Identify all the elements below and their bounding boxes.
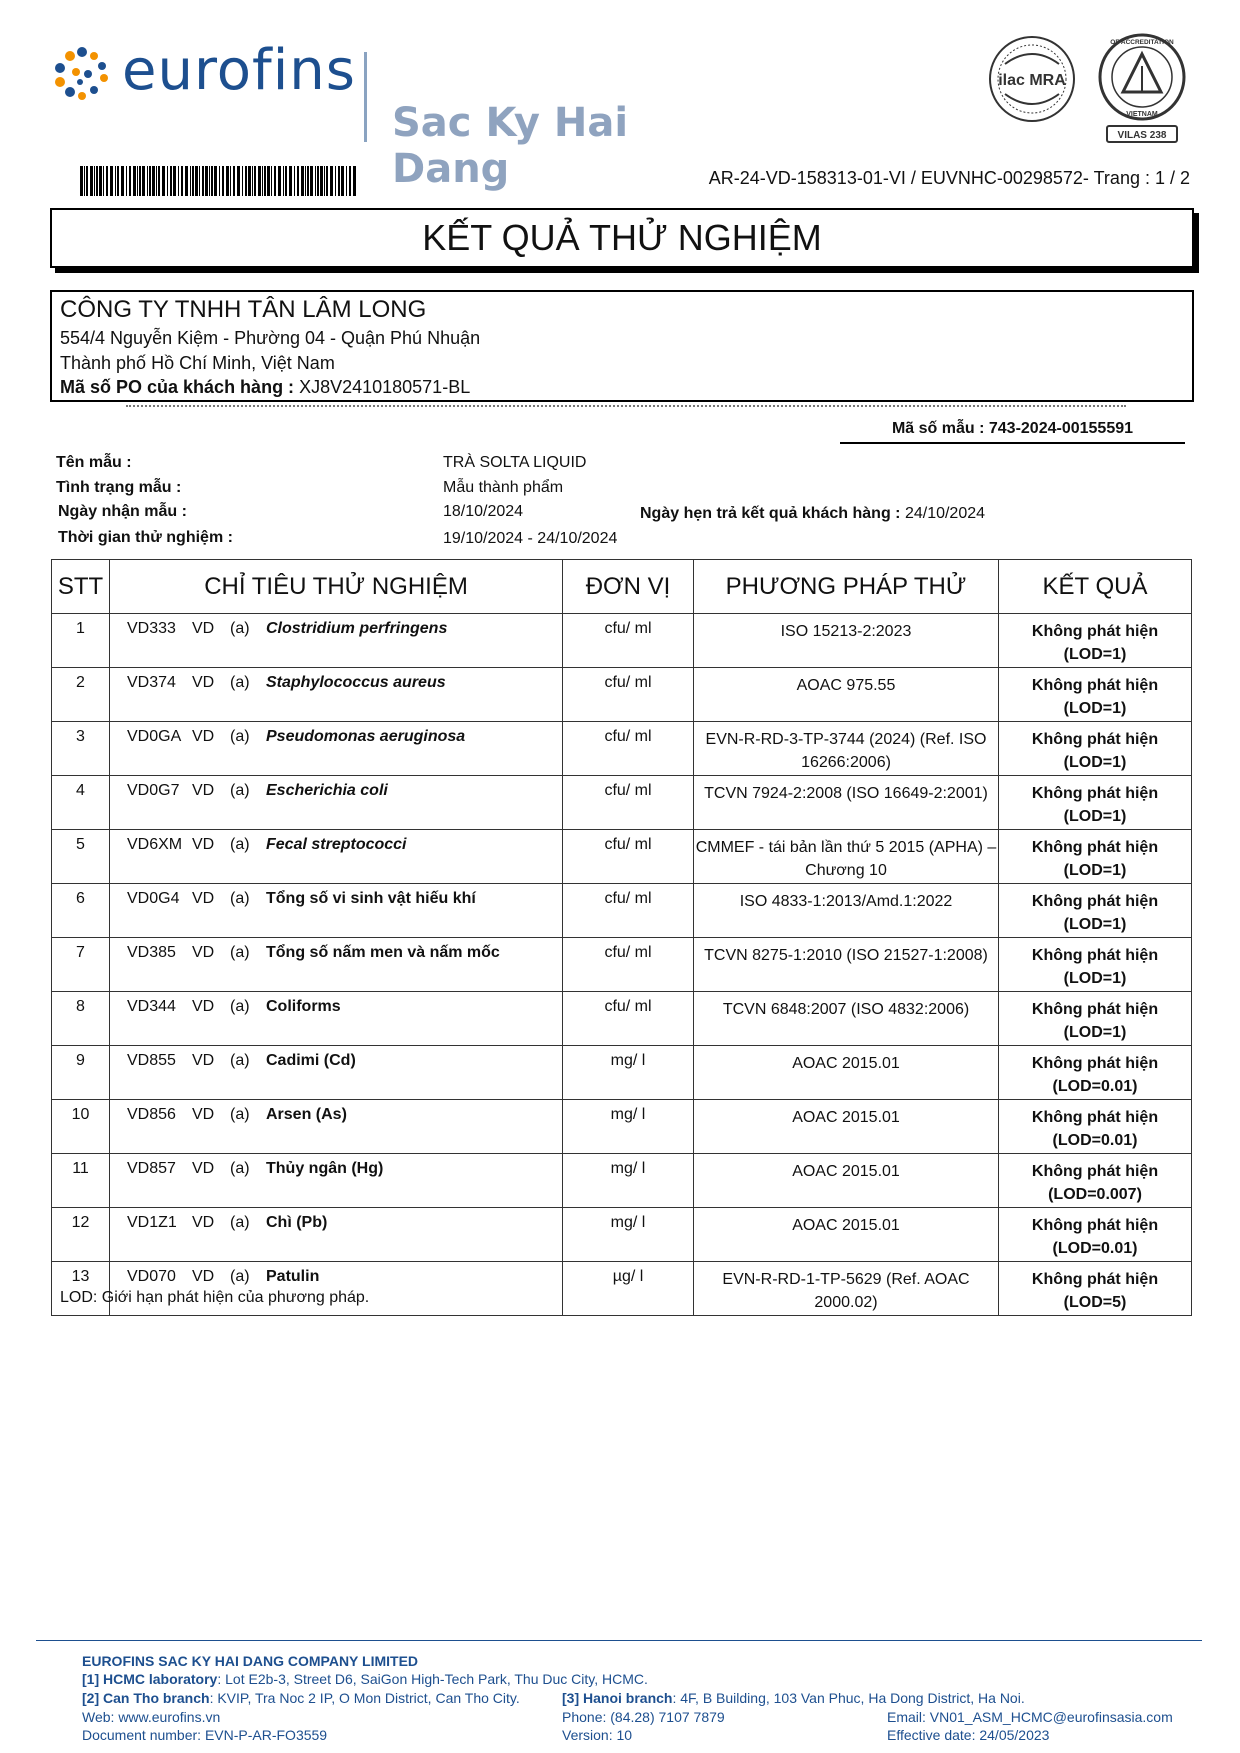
table-row (52, 1154, 1192, 1208)
po-label: Mã số PO của khách hàng : (60, 377, 295, 397)
cell-method: AOAC 2015.01 (694, 1208, 999, 1262)
test-lab: VD (192, 620, 215, 637)
sample-name-value: TRÀ SOLTA LIQUID (443, 454, 587, 471)
result-lod: (LOD=1) (1063, 808, 1127, 825)
result-lod: (LOD=1) (1063, 754, 1127, 771)
eurofins-dots-icon (52, 44, 112, 104)
test-lab: VD (192, 1160, 215, 1177)
test-accreditation: (a) (230, 1268, 250, 1285)
cell-result (999, 884, 1192, 938)
test-lab: VD (192, 1214, 215, 1231)
footer-hanoi-value: : 4F, B Building, 103 Van Phuc, Ha Dong District, Ha Noi. (672, 1690, 1025, 1706)
cell-result (999, 1262, 1192, 1316)
cell-result (999, 938, 1192, 992)
footer-hcmc-value: : Lot E2b-3, Street D6, SaiGon High-Tech Park, Thu Duc City, HCMC. (217, 1671, 648, 1687)
result-lod: (LOD=0.01) (1052, 1240, 1138, 1257)
test-lab: VD (192, 890, 215, 907)
cell-unit: cfu/ ml (563, 992, 694, 1046)
sample-status-value: Mẫu thành phẩm (443, 479, 564, 496)
cell-stt: 7 (52, 938, 110, 992)
cell-stt: 8 (52, 992, 110, 1046)
test-name: Staphylococcus aureus (266, 674, 446, 691)
test-name: Fecal streptococci (266, 836, 407, 853)
result-text: Không phát hiện (1031, 1217, 1159, 1234)
cell-method: AOAC 2015.01 (694, 1046, 999, 1100)
cell-test (110, 884, 563, 938)
result-lod: (LOD=1) (1063, 1024, 1127, 1041)
result-text: Không phát hiện (1031, 731, 1159, 748)
test-lab: VD (192, 1052, 215, 1069)
test-name: Pseudomonas aeruginosa (266, 728, 466, 745)
footer-web: Web: www.eurofins.vn (82, 1709, 221, 1725)
cell-result (999, 1046, 1192, 1100)
cell-unit: µg/ l (563, 1262, 694, 1316)
cell-unit: mg/ l (563, 1046, 694, 1100)
test-accreditation: (a) (230, 1052, 250, 1069)
result-text: Không phát hiện (1031, 947, 1159, 964)
svg-text:ilac MRA: ilac MRA (998, 72, 1066, 89)
result-lod: (LOD=1) (1063, 646, 1127, 663)
cell-test (110, 1154, 563, 1208)
cell-stt: 12 (52, 1208, 110, 1262)
cell-result (999, 614, 1192, 668)
test-name: Tổng số vi sinh vật hiếu khí (266, 890, 476, 907)
cell-result (999, 776, 1192, 830)
result-text: Không phát hiện (1031, 1163, 1159, 1180)
test-code: VD6XM (127, 836, 183, 853)
cell-unit: cfu/ ml (563, 830, 694, 884)
cell-result (999, 1208, 1192, 1262)
sample-code-label: Mã số mẫu : (891, 420, 985, 437)
cell-stt: 4 (52, 776, 110, 830)
cell-method: ISO 15213-2:2023 (694, 614, 999, 668)
cell-stt: 13 (52, 1262, 110, 1316)
cell-test (110, 1100, 563, 1154)
cell-unit: mg/ l (563, 1208, 694, 1262)
test-code: VD374 (127, 674, 176, 691)
cell-method: ISO 4833-1:2013/Amd.1:2022 (694, 884, 999, 938)
table-row (52, 722, 1192, 776)
test-accreditation: (a) (230, 1214, 250, 1231)
cell-method: TCVN 8275-1:2010 (ISO 21527-1:2008) (694, 938, 999, 992)
test-code: VD855 (127, 1052, 176, 1069)
cell-test (110, 1208, 563, 1262)
test-lab: VD (192, 998, 215, 1015)
cell-test (110, 992, 563, 1046)
page-title: KẾT QUẢ THỬ NGHIỆM (50, 208, 1194, 268)
cell-test (110, 1046, 563, 1100)
svg-text:VIETNAM: VIETNAM (1126, 111, 1158, 118)
cell-method: EVN-R-RD-3-TP-3744 (2024) (Ref. ISO 16266:2006) (694, 722, 999, 776)
result-lod: (LOD=1) (1063, 700, 1127, 717)
test-code: VD856 (127, 1106, 176, 1123)
cell-result (999, 1100, 1192, 1154)
test-lab: VD (192, 944, 215, 961)
test-name: Coliforms (266, 998, 341, 1015)
table-header-row (52, 560, 1192, 614)
cell-stt: 10 (52, 1100, 110, 1154)
result-text: Không phát hiện (1031, 839, 1159, 856)
test-accreditation: (a) (230, 836, 250, 853)
result-text: Không phát hiện (1031, 893, 1159, 910)
test-name: Patulin (266, 1268, 320, 1285)
footer-hanoi-label: [3] Hanoi branch (562, 1690, 673, 1706)
test-name: Clostridium perfringens (266, 620, 448, 637)
client-name: CÔNG TY TNHH TÂN LÂM LONG (60, 296, 427, 323)
test-accreditation: (a) (230, 782, 250, 799)
cell-result (999, 722, 1192, 776)
test-name: Chì (Pb) (266, 1214, 328, 1231)
cell-unit: mg/ l (563, 1154, 694, 1208)
cell-result (999, 992, 1192, 1046)
result-text: Không phát hiện (1031, 1001, 1159, 1018)
client-box (50, 290, 1194, 402)
test-period-value: 19/10/2024 - 24/10/2024 (443, 530, 618, 547)
test-lab: VD (192, 782, 215, 799)
test-accreditation: (a) (230, 890, 250, 907)
ilac-mra-seal-icon (985, 34, 1080, 124)
test-lab: VD (192, 836, 215, 853)
result-text: Không phát hiện (1031, 1055, 1159, 1072)
cell-unit: cfu/ ml (563, 776, 694, 830)
po-value: XJ8V2410180571-BL (294, 377, 471, 397)
test-name: Arsen (As) (266, 1106, 347, 1123)
footer-hcmc (82, 1670, 648, 1689)
table-row (52, 884, 1192, 938)
client-address-line2: Thành phố Hồ Chí Minh, Việt Nam (60, 353, 335, 373)
test-code: VD070 (127, 1268, 176, 1285)
footer-cantho-label: [2] Can Tho branch (82, 1690, 210, 1706)
divider (126, 405, 1126, 407)
result-text: Không phát hiện (1031, 1271, 1159, 1288)
table-row (52, 614, 1192, 668)
boa-vilas-seal-icon (1095, 32, 1190, 144)
cell-stt: 3 (52, 722, 110, 776)
header-unit: ĐƠN VỊ (563, 560, 694, 614)
cell-test (110, 668, 563, 722)
table-row (52, 668, 1192, 722)
sample-status-label: Tình trạng mẫu : (56, 479, 182, 496)
result-lod: (LOD=5) (1063, 1294, 1127, 1311)
footer-version: Version: 10 (562, 1727, 633, 1743)
test-name: Tổng số nấm men và nấm mốc (266, 944, 500, 961)
table-row (52, 938, 1192, 992)
cell-method: AOAC 2015.01 (694, 1154, 999, 1208)
test-accreditation: (a) (230, 944, 250, 961)
client-po (60, 377, 470, 398)
test-lab: VD (192, 1268, 215, 1285)
test-period-label: Thời gian thử nghiệm : (58, 529, 233, 546)
cell-unit: cfu/ ml (563, 722, 694, 776)
eurofins-logo (52, 38, 672, 192)
received-date-label: Ngày nhận mẫu : (58, 503, 187, 520)
footer-hanoi (562, 1689, 1025, 1708)
header-result: KẾT QUẢ (999, 560, 1192, 614)
test-accreditation: (a) (230, 728, 250, 745)
cell-unit: cfu/ ml (563, 938, 694, 992)
cell-unit: cfu/ ml (563, 614, 694, 668)
test-name: Escherichia coli (266, 782, 388, 799)
cell-result (999, 668, 1192, 722)
test-code: VD0G7 (127, 782, 180, 799)
cell-test (110, 776, 563, 830)
result-text: Không phát hiện (1031, 677, 1159, 694)
test-code: VD1Z1 (127, 1214, 177, 1231)
table-row (52, 830, 1192, 884)
svg-text:OF ACCREDITATION: OF ACCREDITATION (1110, 39, 1174, 46)
logo-divider (364, 52, 367, 142)
table-row (52, 1100, 1192, 1154)
cell-unit: cfu/ ml (563, 668, 694, 722)
table-row (52, 1046, 1192, 1100)
test-accreditation: (a) (230, 1160, 250, 1177)
cell-method: EVN-R-RD-1-TP-5629 (Ref. AOAC 2000.02) (694, 1262, 999, 1316)
results-table (51, 559, 1192, 1316)
logo-subtitle: Sac Ky Hai Dang (392, 100, 629, 192)
test-name: Thủy ngân (Hg) (266, 1160, 384, 1177)
footer-doc-number: Document number: EVN-P-AR-FO3559 (82, 1727, 328, 1743)
test-accreditation: (a) (230, 620, 250, 637)
test-name: Cadimi (Cd) (266, 1052, 356, 1069)
result-lod: (LOD=0.01) (1052, 1132, 1138, 1149)
header-stt: STT (52, 560, 110, 614)
cell-method: AOAC 975.55 (694, 668, 999, 722)
due-date-label: Ngày hẹn trả kết quả khách hàng : (640, 505, 901, 522)
result-lod: (LOD=1) (1063, 970, 1127, 987)
logo-text: eurofins (122, 38, 356, 103)
cell-stt: 1 (52, 614, 110, 668)
cell-result (999, 1154, 1192, 1208)
sample-name-label: Tên mẫu : (56, 454, 132, 471)
cell-method: TCVN 6848:2007 (ISO 4832:2006) (694, 992, 999, 1046)
cell-test (110, 830, 563, 884)
cell-test (110, 938, 563, 992)
cell-stt: 5 (52, 830, 110, 884)
test-accreditation: (a) (230, 998, 250, 1015)
sample-code (840, 420, 1185, 444)
footer-hcmc-label: [1] HCMC laboratory (82, 1671, 218, 1687)
cell-stt: 11 (52, 1154, 110, 1208)
cell-unit: mg/ l (563, 1100, 694, 1154)
result-lod: (LOD=1) (1063, 862, 1127, 879)
test-code: VD0G4 (127, 890, 180, 907)
footer-cantho (82, 1689, 520, 1708)
test-lab: VD (192, 674, 215, 691)
sample-code-value: 743-2024-00155591 (984, 420, 1134, 437)
received-date-value: 18/10/2024 (443, 503, 524, 520)
footer-effective-date: Effective date: 24/05/2023 (887, 1727, 1050, 1743)
test-code: VD857 (127, 1160, 176, 1177)
table-row (52, 992, 1192, 1046)
cell-stt: 9 (52, 1046, 110, 1100)
result-lod: (LOD=0.01) (1052, 1078, 1138, 1095)
svg-text:VILAS 238: VILAS 238 (1117, 130, 1167, 141)
due-date (640, 505, 985, 523)
cell-method: AOAC 2015.01 (694, 1100, 999, 1154)
cell-stt: 6 (52, 884, 110, 938)
cell-test (110, 614, 563, 668)
cell-result (999, 830, 1192, 884)
result-lod: (LOD=1) (1063, 916, 1127, 933)
footer-cantho-value: : KVIP, Tra Noc 2 IP, O Mon District, Can Tho City. (209, 1690, 520, 1706)
footer-phone: Phone: (84.28) 7107 7879 (562, 1709, 725, 1725)
report-number: AR-24-VD-158313-01-VI / EUVNHC-00298572- Trang : 1 / 2 (708, 168, 1190, 188)
header-test: CHỈ TIÊU THỬ NGHIỆM (110, 560, 563, 614)
test-accreditation: (a) (230, 674, 250, 691)
cell-method: TCVN 7924-2:2008 (ISO 16649-2:2001) (694, 776, 999, 830)
test-lab: VD (192, 728, 215, 745)
table-row (52, 776, 1192, 830)
test-lab: VD (192, 1106, 215, 1123)
cell-stt: 2 (52, 668, 110, 722)
test-code: VD344 (127, 998, 176, 1015)
result-text: Không phát hiện (1031, 785, 1159, 802)
footer-email: Email: VN01_ASM_HCMC@eurofinsasia.com (887, 1709, 1173, 1725)
cell-test (110, 722, 563, 776)
barcode-icon (80, 166, 360, 196)
result-text: Không phát hiện (1031, 623, 1159, 640)
cell-unit: cfu/ ml (563, 884, 694, 938)
due-date-value: 24/10/2024 (900, 505, 986, 522)
lod-note: LOD: Giới hạn phát hiện của phương pháp. (60, 1289, 370, 1306)
result-lod: (LOD=0.007) (1048, 1186, 1142, 1203)
header-method: PHƯƠNG PHÁP THỬ (694, 560, 999, 614)
test-code: VD0GA (127, 728, 182, 745)
result-text: Không phát hiện (1031, 1109, 1159, 1126)
test-code: VD333 (127, 620, 176, 637)
footer-divider (36, 1640, 1202, 1641)
client-address-line1: 554/4 Nguyễn Kiệm - Phường 04 - Quận Phú Nhuận (60, 328, 481, 348)
cell-method: CMMEF - tái bản lần thứ 5 2015 (APHA) – Chương 10 (694, 830, 999, 884)
footer-company: EUROFINS SAC KY HAI DANG COMPANY LIMITED (82, 1653, 419, 1669)
table-row (52, 1208, 1192, 1262)
test-accreditation: (a) (230, 1106, 250, 1123)
test-code: VD385 (127, 944, 176, 961)
